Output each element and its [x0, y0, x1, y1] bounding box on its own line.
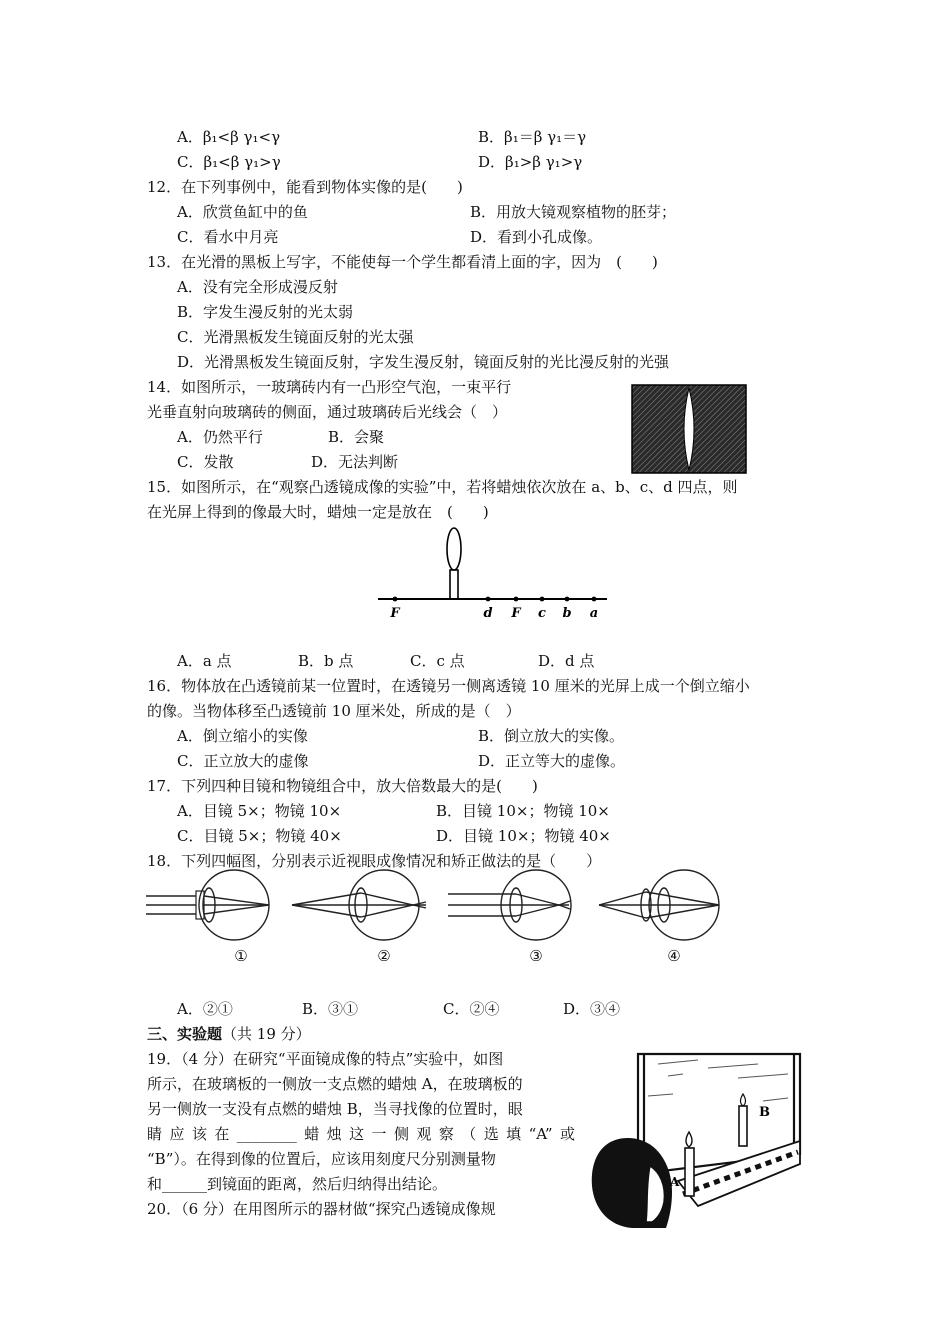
q13-option-b: B．字发生漫反射的光太弱 [177, 303, 354, 321]
label-f-left: F [390, 606, 400, 621]
q15-option-d: D．d 点 [538, 652, 595, 670]
glass-brick-figure [631, 384, 747, 474]
candle-a [685, 1148, 694, 1196]
label-d: d [483, 606, 493, 621]
plane-mirror-experiment-figure [588, 1046, 808, 1231]
q11-option-c: C．β₁<β γ₁>γ [177, 153, 281, 171]
q17-option-d: D．目镜 10×；物镜 40× [436, 827, 611, 845]
point-b [565, 597, 570, 602]
q11-option-d: D．β₁>β γ₁>γ [478, 153, 583, 171]
section-3-points: （共 19 分） [222, 1025, 311, 1043]
q16-option-d: D．正立等大的虚像。 [478, 752, 626, 770]
q15-option-a: A．a 点 [177, 652, 232, 670]
eye-diagrams-figure [144, 868, 734, 973]
q19-line2: 所示，在玻璃板的一侧放一支点燃的蜡烛 A，在玻璃板的 [147, 1075, 523, 1093]
q15-option-b: B．b 点 [298, 652, 354, 670]
q16-option-c: C．正立放大的虚像 [177, 752, 309, 770]
q15-option-c: C．c 点 [410, 652, 465, 670]
q13-option-d: D．光滑黑板发生镜面反射，字发生漫反射，镜面反射的光比漫反射的光强 [177, 353, 670, 371]
convex-lens-candle-figure [374, 525, 614, 625]
q15-stem-line2: 在光屏上得到的像最大时，蜡烛一定是放在 ( ) [147, 503, 489, 521]
eye-diagram-2 [292, 870, 426, 940]
q16-stem-line2: 的像。当物体移至凸透镜前 10 厘米处，所成的是（ ） [147, 702, 521, 720]
section-3-title: 三、实验题 [147, 1025, 223, 1043]
q18-option-c: C．②④ [443, 1000, 500, 1018]
eye-label-4: ④ [667, 947, 681, 965]
q13-stem: 13．在光滑的黑板上写字，不能使每一个学生都看清上面的字，因为 ( ) [147, 253, 658, 271]
q14-option-d: D．无法判断 [311, 453, 399, 471]
q12-option-c: C．看水中月亮 [177, 228, 279, 246]
q14-option-a: A．仍然平行 [177, 428, 263, 446]
eye-label-3: ③ [529, 947, 543, 965]
q19-line4: 睛应该在________蜡烛这一侧观察（选填“A”或 [147, 1125, 575, 1143]
q17-option-b: B．目镜 10×；物镜 10× [436, 802, 610, 820]
eye-diagram-1 [146, 870, 269, 940]
label-f-right: F [511, 606, 521, 621]
point-c [540, 597, 545, 602]
label-a: a [589, 606, 599, 621]
point-a [592, 597, 597, 602]
q17-option-c: C．目镜 5×；物镜 40× [177, 827, 342, 845]
q19-line6: 和______到镜面的距离，然后归纳得出结论。 [147, 1175, 448, 1193]
q14-option-b: B．会聚 [328, 428, 385, 446]
q11-option-b: B．β₁＝β γ₁＝γ [478, 128, 587, 146]
convex-lens [447, 528, 461, 570]
q14-stem-line1: 14．如图所示，一玻璃砖内有一凸形空气泡，一束平行 [147, 378, 512, 396]
label-a: A [670, 1175, 680, 1189]
label-b: b [562, 606, 572, 621]
lens-holder [450, 570, 458, 599]
q18-stem: 18．下列四幅图，分别表示近视眼成像情况和矫正做法的是（ ） [147, 852, 602, 870]
q19-line1: 19．（4 分）在研究“平面镜成像的特点”实验中，如图 [147, 1050, 504, 1068]
q14-option-c: C．发散 [177, 453, 234, 471]
q18-option-a: A．②① [177, 1000, 233, 1018]
q12-option-a: A．欣赏鱼缸中的鱼 [177, 203, 308, 221]
point-f-right [514, 597, 519, 602]
q17-stem: 17．下列四种目镜和物镜组合中，放大倍数最大的是( ) [147, 777, 538, 795]
q18-option-b: B．③① [302, 1000, 359, 1018]
q14-stem-line2: 光垂直射向玻璃砖的侧面，通过玻璃砖后光线会（ ） [147, 403, 508, 421]
label-c: c [538, 606, 546, 621]
q16-option-b: B．倒立放大的实像。 [478, 727, 625, 745]
q20-line1: 20．（6 分）在用图所示的器材做“探究凸透镜成像规 [147, 1200, 496, 1218]
q16-option-a: A．倒立缩小的实像 [177, 727, 308, 745]
section-3-heading [147, 1024, 311, 1044]
candle-b [739, 1106, 747, 1146]
eye-diagram-4 [599, 870, 719, 940]
q19-line3: 另一侧放一支没有点燃的蜡烛 B，当寻找像的位置时，眼 [147, 1100, 523, 1118]
q12-option-d: D．看到小孔成像。 [470, 228, 603, 246]
q15-stem-line1: 15．如图所示，在“观察凸透镜成像的实验”中，若将蜡烛依次放在 a、b、c、d 四点，则 [147, 478, 738, 496]
point-d [486, 597, 491, 602]
q12-stem: 12．在下列事例中，能看到物体实像的是( ) [147, 178, 463, 196]
q12-option-b: B．用放大镜观察植物的胚芽； [470, 203, 677, 221]
point-f-left [393, 597, 398, 602]
label-b: B [759, 1105, 770, 1120]
q16-stem-line1: 16．物体放在凸透镜前某一位置时，在透镜另一侧离透镜 10 厘米的光屏上成一个倒立缩小 [147, 677, 750, 695]
q18-option-d: D．③④ [563, 1000, 621, 1018]
q13-option-a: A．没有完全形成漫反射 [177, 278, 338, 296]
eye-label-2: ② [377, 947, 391, 965]
q17-option-a: A．目镜 5×；物镜 10× [177, 802, 342, 820]
eye-label-1: ① [234, 947, 248, 965]
q19-line5: “B”）。在得到像的位置后，应该用刻度尺分别测量物 [147, 1150, 496, 1168]
q13-option-c: C．光滑黑板发生镜面反射的光太强 [177, 328, 414, 346]
eye-diagram-3 [448, 870, 571, 940]
q11-option-a: A．β₁<β γ₁<γ [177, 128, 281, 146]
